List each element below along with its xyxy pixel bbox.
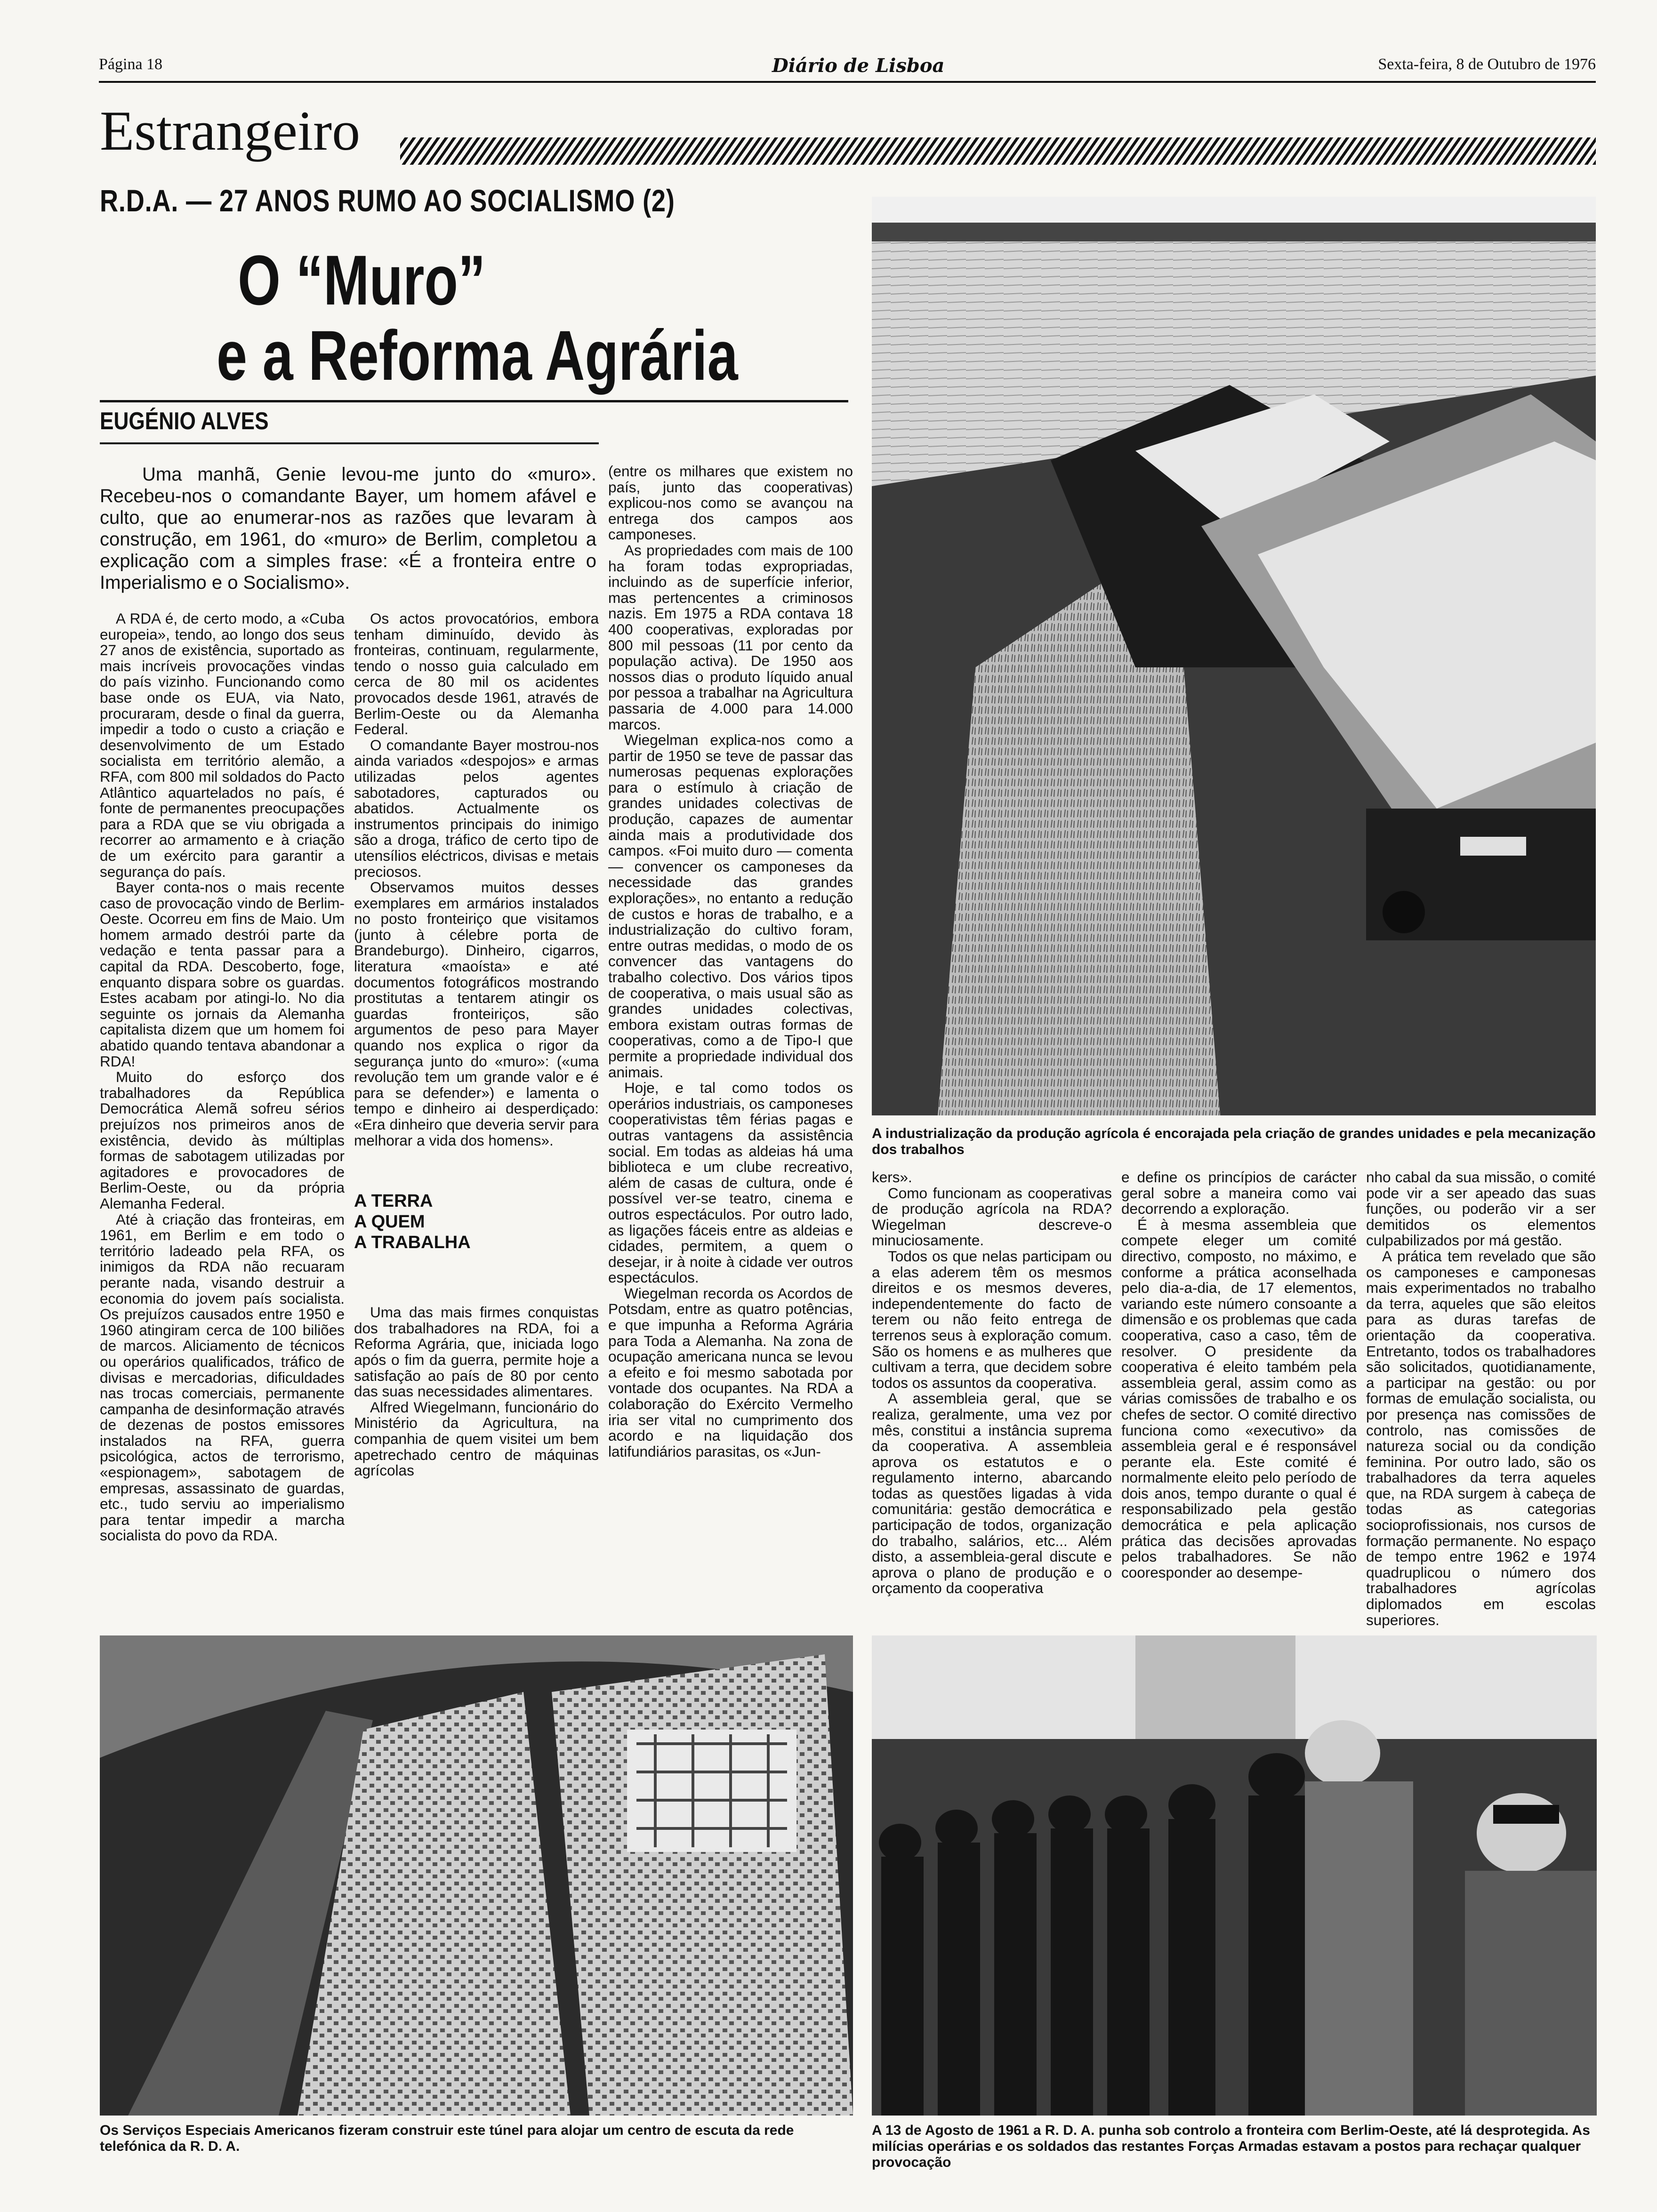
article-kicker: R.D.A. — 27 ANOS RUMO AO SOCIALISMO (2) bbox=[100, 183, 675, 218]
article-column-1 bbox=[100, 611, 345, 1627]
subhead-line: A QUEM bbox=[354, 1212, 425, 1232]
issue-date: Sexta-feira, 8 de Outubro de 1976 bbox=[1378, 56, 1596, 73]
article-column-3 bbox=[608, 464, 853, 1626]
paragraph: Como funcionam as cooperativas de produção agrícola na RDA? Wiegelman descreve-o minuciosamente. bbox=[872, 1184, 1112, 1249]
subhead-line: A TERRA bbox=[354, 1191, 433, 1211]
paragraph: nho cabal da sua missão, o comité pode vir a ser apeado das suas funções, ou poderão vir a ser demitidos os elementos culpabilizados por má gestão. bbox=[1366, 1170, 1596, 1249]
soldiers-caption: A 13 de Agosto de 1961 a R. D. A. punha sob controlo a fronteira com Berlim-Oeste, até lá desprotegida. As milícias operárias e os soldados das restantes Forças Armadas estavam a postos para rechaçar qualquer provocação bbox=[872, 2123, 1590, 2170]
paragraph: Uma das mais firmes conquistas dos trabalhadores na RDA, foi a Reforma Agrária, que, iniciada logo após o fim da guerra, permite hoje a satisfação ao país de 80 por cento das suas necessidades alimentares. bbox=[354, 1304, 599, 1400]
paragraph: Observamos muitos desses exemplares em armários instalados no posto fronteiriço que visitamos (junto à célebre porta de Brandeburgo). Dinheiro, cigarros, literatura «maoísta» e até documentos fotográficos mostrando prostitutas a tentarem atingir os guardas fronteiriços, são argumentos de peso para Mayer quando nos explica o rigor da segurança junto do «muro»: («uma revolução tem um grande valor e é para se defender») e lamenta o tempo e dinheiro ai desperdiçado: «Era dinheiro que deveria servir para melhorar a vida dos homens». bbox=[354, 879, 599, 1149]
article-column-2 bbox=[354, 611, 599, 1627]
section-hatch-rule bbox=[400, 137, 1596, 165]
paragraph: Hoje, e tal como todos os operários industriais, os camponeses cooperativistas têm férias pagas e outras vantagens da assistência social. Em todas as aldeias há uma biblioteca e um clube recreativo, além de casas de cultura, onde é possível ver-se teatro, cinema e outros espectáculos. Por outro lado, as ligações fáceis entre as aldeias e cidades, permitem, a quem o desejar, ir à noite à cidade ver outros espectáculos. bbox=[608, 1079, 853, 1286]
newspaper-name: Diário de Lisboa bbox=[772, 55, 945, 77]
byline: EUGÉNIO ALVES bbox=[100, 408, 269, 435]
paragraph: As propriedades com mais de 100 ha foram todas expropriadas, incluindo as de superfície inferior, mas pertencentes a criminosos nazis. Em 1975 a RDA contava 18 400 cooperativas, exploradas por 800 mil pessoas (11 por cento da população activa). De 1950 aos nossos dias o produto líquido anual por pessoa a trabalhar na Agricultura passaria de 4.000 para 14.000 marcos. bbox=[608, 541, 853, 733]
paragraph: A assembleia geral, que se realiza, geralmente, uma vez por mês, constitui a instância suprema da cooperativa. A assembleia aprova os estatutos e o regulamento interno, abarcando todas as questões ligadas à vida comunitária: gestão democrática e participação de todos, organização do trabalho, salários, etc... Além disto, a assembleia-geral discute e aprova o plano de produção e o orçamento da cooperativa bbox=[872, 1390, 1112, 1597]
paragraph: A RDA é, de certo modo, a «Cuba europeia», tendo, ao longo dos seus 27 anos de existência, suportado as mais incríveis provocações vindas do país vizinho. Funcionando como base onde os EUA, via Nato, procuraram, desde o final da guerra, impedir a todo o custo a criação e desenvolvimento de um Estado socialista em território alemão, a RFA, com 800 mil soldados do Pacto Atlântico aquartelados no país, é fonte de permanentes preocupações para a RDA que se viu obrigada a recorrer ao armamento e à criação de um exército para garantir a segurança do país. bbox=[100, 611, 345, 880]
paragraph: e define os princípios de carácter geral sobre a maneira como vai decorrendo a exploração. bbox=[1121, 1170, 1357, 1218]
subhead-line: A TRABALHA bbox=[354, 1233, 471, 1253]
paragraph: Muito do esforço dos trabalhadores da República Democrática Alemã sofreu sérios prejuízos nos primeiros anos de existência, devido às múltiplas formas de sabotagem utilizadas por agitadores e provocadores de Berlim-Oeste, ou da própria Alemanha Federal. bbox=[100, 1068, 345, 1212]
headline-line-2: e a Reforma Agrária bbox=[217, 316, 738, 395]
border-soldiers-image bbox=[872, 1635, 1597, 2116]
paragraph: Até à criação das fronteiras, em 1961, em Berlim e em todo o território ladeado pela RFA, os inimigos da RDA não recuaram perante nada, visando destruir a economia do jovem país socialista. Os prejuízos causados entre 1950 e 1960 atingiram cerca de 100 biliões de marcos. Aliciamento de técnicos ou operários qualificados, tráfico de divisas e mercadorias, dificuldades nas trocas comerciais, permanente campanha de desinformação através de dezenas de postos emissores instalados na RFA, guerra psicológica, actos de terrorismo, «espionagem», sabotagem de empresas, assassinato de guardas, etc., tudo serviu ao imperialismo para tentar impedir a marcha socialista do povo da RDA. bbox=[100, 1210, 345, 1544]
subhead bbox=[354, 1191, 599, 1253]
page-number: Página 18 bbox=[99, 56, 163, 73]
headline-rule bbox=[100, 400, 848, 402]
harvest-caption: A industrialização da produção agrícola é encorajada pela criação de grandes unidades e pela mecanização dos trabalhos bbox=[872, 1126, 1596, 1157]
paragraph: Wiegelman recorda os Acordos de Potsdam, entre as quatro potências, e que impunha a Reforma Agrária para Toda a Alemanha. Na zona de ocupação americana nunca se levou a efeito e foi mesmo sabotada por vontade dos ocupantes. Na RDA a colaboração do Exército Vermelho iria ser vital no cumprimento dos acordo e na liquidação dos latifundiários parasitas, os «Jun- bbox=[608, 1284, 853, 1460]
headline-line-1: O “Muro” bbox=[238, 240, 486, 320]
paragraph: Wiegelman explica-nos como a partir de 1950 se teve de passar das numerosas pequenas explorações para o estímulo à criação de grandes unidades colectivas de produção, capazes de aumentar ainda mais a produtividade dos campos. «Foi muito duro — comenta — convencer os camponeses da necessidade das grandes explorações», no entanto a redução de custos e horas de trabalho, e a industrialização do cultivo foram, entre outras medidas, o modo de os convencer das vantagens do trabalho colectivo. Dos vários tipos de cooperativa, o mais usual são as grandes unidades colectivas, embora existam outras formas de cooperativas, como a de Tipo-I que permite a propriedade individual dos animais. bbox=[608, 731, 853, 1081]
paragraph: (entre os milhares que existem no país, junto das cooperativas) explicou-nos como se avançou na entrega dos campos aos camponeses. bbox=[608, 464, 853, 543]
byline-rule bbox=[100, 442, 599, 444]
tunnel-caption: Os Serviços Especiais Americanos fizeram construir este túnel para alojar um centro de escuta da rede telefónica da R. D. A. bbox=[100, 2123, 794, 2154]
article-column-4 bbox=[872, 1170, 1112, 1628]
paragraph: O comandante Bayer mostrou-nos ainda variados «despojos» e armas utilizadas pelos agentes sabotadores, capturados ou abatidos. Actualmente os instrumentos principais do inimigo são a droga, tráfico de certo tipo de utensílios eléctricos, divisas e metais preciosos. bbox=[354, 736, 599, 880]
article-lead: Uma manhã, Genie levou-me junto do «muro». Recebeu-nos o comandante Bayer, um homem afável e culto, que ao enumerar-nos as razões que levaram à construção, em 1961, do «muro» de Berlim, completou a explicação com a simples frase: «É a fronteira entre o Imperialismo e o Socialismo». bbox=[100, 464, 596, 593]
paragraph: Alfred Wiegelmann, funcionário do Ministério da Agricultura, na companhia de quem visitei um bem apetrechado centro de máquinas agrícolas bbox=[354, 1398, 599, 1479]
harvest-photo bbox=[872, 197, 1596, 1115]
paragraph: A prática tem revelado que são os camponeses e camponesas mais experimentados no trabalho da terra, aqueles que são eleitos para as duras tarefas de orientação da cooperativa. Entretanto, todos os trabalhadores são solicitados, quotidianamente, a participar na gestão: ou por formas de emulação socialista, ou por presença nas comissões de controlo, nas comissões de natureza social ou da condição feminina. Por outro lado, são os trabalhadores da terra aqueles que, na RDA surgem à cabeça de todas as categorias socioprofissionais, nos cursos de formação permanente. No espaço de tempo entre 1962 e 1974 quadruplicou o número dos trabalhadores agrícolas diplomados em escolas superiores. bbox=[1366, 1247, 1596, 1628]
paragraph: Todos os que nelas participam ou a elas aderem têm os mesmos direitos e os mesmos deveres, independentemente do facto de terem ou não feito entrega de terrenos seus à exploração comum. São os homens e as mulheres que cultivam a terra, que decidem sobre todos os assuntos da cooperativa. bbox=[872, 1247, 1112, 1391]
paragraph: kers». bbox=[872, 1170, 912, 1186]
section-title: Estrangeiro bbox=[100, 99, 361, 162]
paragraph: Os actos provocatórios, embora tenham diminuído, devido às fronteiras, continuam, regularmente, tendo o nosso guia calculado em cerca de 80 mil os acidentes provocados desde 1961, através de Berlim-Oeste ou da Alemanha Federal. bbox=[354, 611, 599, 738]
article-column-5 bbox=[1121, 1170, 1357, 1628]
soldiers-photo bbox=[872, 1635, 1597, 2116]
tunnel-photo bbox=[100, 1635, 853, 2116]
tunnel-equipment-image bbox=[100, 1635, 853, 2116]
paragraph: Bayer conta-nos o mais recente caso de provocação vindo de Berlim-Oeste. Ocorreu em fins de Maio. Um homem armado destrói parte da vedação e tenta passar para a capital da RDA. Descoberto, foge, enquanto dispara sobre os guardas. Estes acabam por atingi-lo. No dia seguinte os jornais da Alemanha capitalista dizem que um homem foi abatido quando tentava abandonar a RDA! bbox=[100, 879, 345, 1070]
masthead bbox=[99, 52, 1596, 83]
article-column-6 bbox=[1366, 1170, 1596, 1628]
paragraph: É à mesma assembleia que compete eleger um comité directivo, composto, no máximo, e conforme a prática aconselhada pelo dia-a-dia, de 17 elementos, variando este número consoante a dimensão e os problemas que cada cooperativa, caso a caso, têm de resolver. O presidente da cooperativa é eleito também pela assembleia geral, assim como as várias comissões de trabalho e os chefes de sector. O comité directivo funciona como «executivo» da assembleia geral e é responsável perante ela. Este comité é normalmente eleito pelo período de dois anos, tempo durante o qual é responsabilizado pela gestão democrática e pela aplicação prática das decisões aprovadas pelos trabalhadores. Se não cooresponder ao desempe- bbox=[1121, 1216, 1357, 1581]
combine-harvester-image bbox=[872, 197, 1596, 1115]
